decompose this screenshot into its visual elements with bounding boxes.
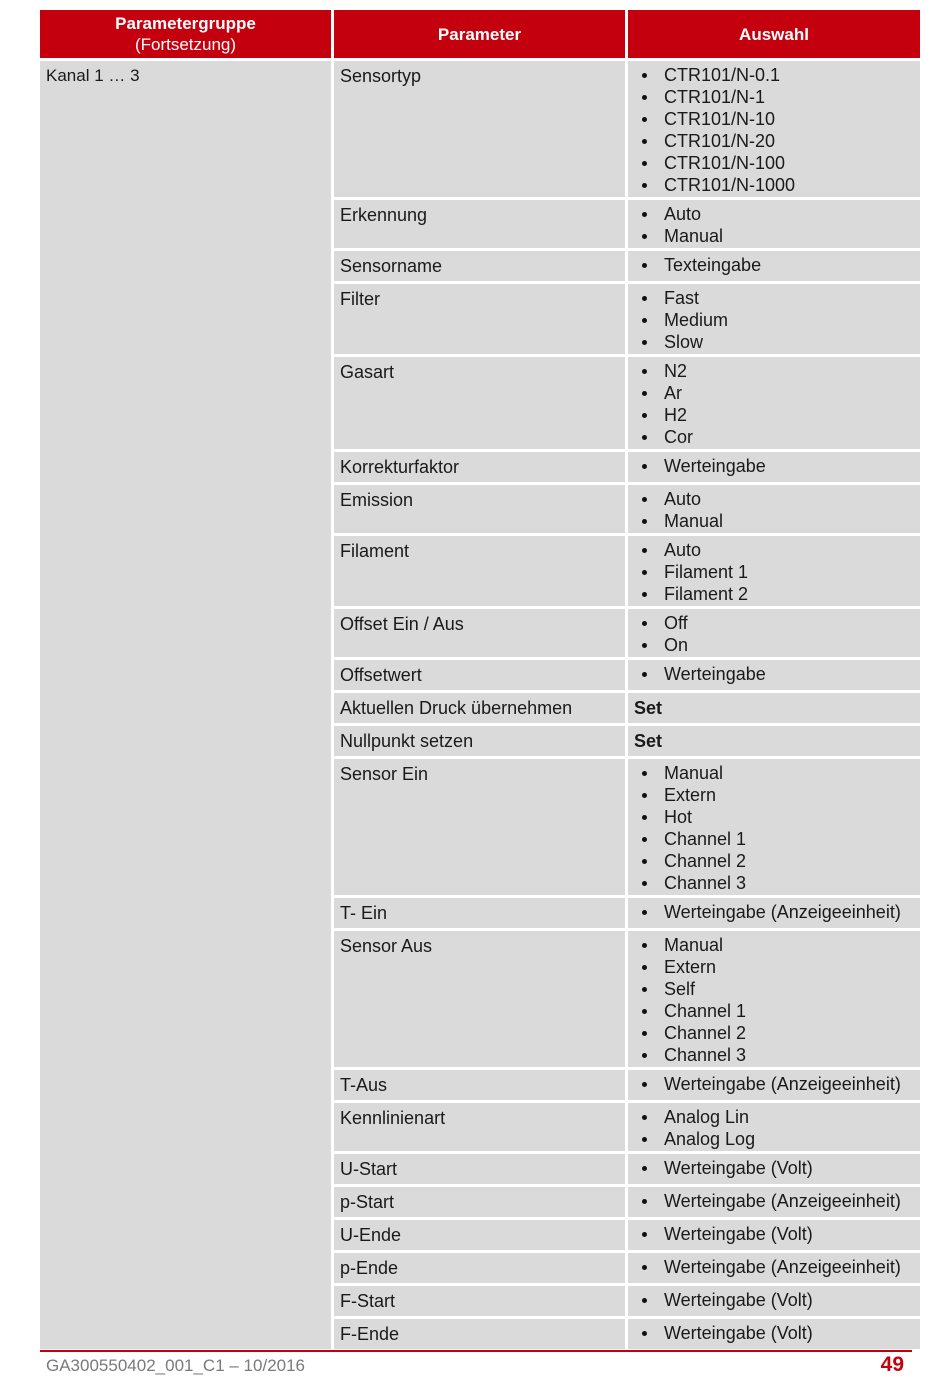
option-item [634,1106,914,1128]
bullet-icon [642,1298,647,1303]
option-label: Extern [664,785,717,805]
parameter-cell: Filament [334,536,625,606]
bullet-icon [642,318,647,323]
parameter-cell: Kennlinienart [334,1103,625,1151]
bullet-icon [642,413,647,418]
selection-cell [628,536,920,606]
selection-cell [628,452,920,482]
option-item [634,806,914,828]
bullet-icon [642,943,647,948]
group-cell: Kanal 1 … 3 [40,61,331,1349]
option-label: Channel 1 [664,829,747,849]
option-list [634,612,914,656]
bullet-icon [642,881,647,886]
option-list [634,1256,914,1278]
bullet-icon [642,391,647,396]
parameter-cell: T-Aus [334,1070,625,1100]
selection-cell [628,1154,920,1184]
option-label: On [664,635,689,655]
option-label: Off [664,613,688,633]
selection-cell [628,609,920,657]
option-list [634,1322,914,1344]
selection-cell [628,1187,920,1217]
bullet-icon [642,519,647,524]
page-number: 49 [880,1353,904,1376]
selection-cell [628,931,920,1067]
option-label: Werteingabe (Volt) [664,1290,813,1310]
selection-cell [628,251,920,281]
parameter-cell: F-Start [334,1286,625,1316]
parameter-table [37,7,923,1352]
option-item [634,510,914,532]
selection-cell [628,1070,920,1100]
bullet-icon [642,212,647,217]
bullet-icon [642,1082,647,1087]
header-parameter: Parameter [334,10,625,58]
option-item [634,1044,914,1066]
option-item [634,901,914,923]
option-item [634,488,914,510]
option-item [634,404,914,426]
bullet-icon [642,369,647,374]
option-item [634,64,914,86]
set-value-cell: Set [628,693,920,723]
option-label: Manual [664,763,724,783]
option-item [634,455,914,477]
option-list [634,254,914,276]
parameter-cell: Nullpunkt setzen [334,726,625,756]
option-label: CTR101/N-1000 [664,175,796,195]
option-label: Werteingabe (Volt) [664,1158,813,1178]
option-label: Fast [664,288,700,308]
option-label: Manual [664,226,724,246]
option-item [634,612,914,634]
table-body [40,61,920,1349]
bullet-icon [642,859,647,864]
bullet-icon [642,95,647,100]
option-label: CTR101/N-1 [664,87,766,107]
parameter-cell: Offset Ein / Aus [334,609,625,657]
bullet-icon [642,1053,647,1058]
option-item [634,426,914,448]
set-value-cell: Set [628,726,920,756]
bullet-icon [642,340,647,345]
option-item [634,130,914,152]
bullet-icon [642,592,647,597]
option-label: Channel 3 [664,1045,747,1065]
option-label: Cor [664,427,694,447]
bullet-icon [642,183,647,188]
option-item [634,978,914,1000]
option-label: Channel 1 [664,1001,747,1021]
option-label: Auto [664,489,702,509]
option-item [634,152,914,174]
bullet-icon [642,793,647,798]
bullet-icon [642,1331,647,1336]
option-label: Filament 2 [664,584,749,604]
option-list [634,539,914,605]
option-item [634,203,914,225]
option-item [634,762,914,784]
selection-cell [628,1220,920,1250]
option-item [634,828,914,850]
selection-cell [628,1103,920,1151]
option-item [634,1157,914,1179]
parameter-cell: F-Ende [334,1319,625,1349]
option-item [634,934,914,956]
option-item [634,1000,914,1022]
parameter-cell: Erkennung [334,200,625,248]
option-list [634,1106,914,1150]
option-label: Self [664,979,696,999]
option-item [634,225,914,247]
table-row [40,61,920,197]
header-group-sublabel: (Fortsetzung) [134,35,237,54]
option-list [634,488,914,532]
option-item [634,634,914,656]
bullet-icon [642,1031,647,1036]
option-list [634,1289,914,1311]
option-item [634,309,914,331]
option-list [634,360,914,448]
bullet-icon [642,1265,647,1270]
parameter-cell: Offsetwert [334,660,625,690]
option-item [634,331,914,353]
option-label: Werteingabe (Volt) [664,1224,813,1244]
bullet-icon [642,815,647,820]
option-label: Analog Lin [664,1107,750,1127]
bullet-icon [642,987,647,992]
bullet-icon [642,435,647,440]
bullet-icon [642,1232,647,1237]
option-item [634,1289,914,1311]
option-list [634,901,914,923]
footer-divider [40,1350,912,1352]
bullet-icon [642,621,647,626]
option-label: CTR101/N-20 [664,131,776,151]
bullet-icon [642,570,647,575]
option-list [634,287,914,353]
bullet-icon [642,497,647,502]
option-label: Werteingabe (Anzeigeeinheit) [664,1257,901,1277]
parameter-cell: p-Start [334,1187,625,1217]
bullet-icon [642,117,647,122]
selection-cell [628,1319,920,1349]
option-item [634,1073,914,1095]
bullet-icon [642,771,647,776]
option-label: Werteingabe (Anzeigeeinheit) [664,1191,901,1211]
parameter-cell: U-Start [334,1154,625,1184]
option-label: Werteingabe [664,456,766,476]
option-list [634,64,914,196]
option-item [634,1256,914,1278]
option-item [634,1190,914,1212]
option-item [634,561,914,583]
selection-cell [628,1286,920,1316]
option-label: Texteingabe [664,255,762,275]
parameter-cell: T- Ein [334,898,625,928]
bullet-icon [642,672,647,677]
bullet-icon [642,1199,647,1204]
option-label: Hot [664,807,693,827]
option-list [634,663,914,685]
parameter-cell: p-Ende [334,1253,625,1283]
option-item [634,108,914,130]
option-item [634,539,914,561]
bullet-icon [642,837,647,842]
header-group-label: Parametergruppe [115,14,256,33]
bullet-icon [642,161,647,166]
option-label: Manual [664,511,724,531]
parameter-cell: Filter [334,284,625,354]
parameter-cell: Sensorname [334,251,625,281]
option-item [634,784,914,806]
option-item [634,872,914,894]
bullet-icon [642,464,647,469]
selection-cell [628,485,920,533]
option-item [634,382,914,404]
bullet-icon [642,1115,647,1120]
bullet-icon [642,1166,647,1171]
parameter-cell: Sensortyp [334,61,625,197]
option-label: CTR101/N-10 [664,109,776,129]
bullet-icon [642,910,647,915]
option-list [634,762,914,894]
option-label: Werteingabe (Anzeigeeinheit) [664,902,901,922]
option-item [634,1128,914,1150]
option-label: Medium [664,310,729,330]
parameter-cell: Emission [334,485,625,533]
option-item [634,1022,914,1044]
selection-cell [628,61,920,197]
bullet-icon [642,139,647,144]
option-label: CTR101/N-100 [664,153,786,173]
option-label: Auto [664,540,702,560]
table-header-row [40,10,920,58]
option-item [634,287,914,309]
option-item [634,583,914,605]
option-list [634,1190,914,1212]
bullet-icon [642,548,647,553]
bullet-icon [642,1009,647,1014]
option-item [634,850,914,872]
selection-cell [628,759,920,895]
selection-cell [628,284,920,354]
option-label: N2 [664,361,688,381]
selection-cell [628,200,920,248]
bullet-icon [642,263,647,268]
option-label: Extern [664,957,717,977]
option-label: Analog Log [664,1129,756,1149]
option-list [634,203,914,247]
parameter-cell: U-Ende [334,1220,625,1250]
bullet-icon [642,73,647,78]
header-selection: Auswahl [628,10,920,58]
selection-cell [628,357,920,449]
option-label: Channel 2 [664,851,747,871]
option-label: Channel 2 [664,1023,747,1043]
option-label: Filament 1 [664,562,749,582]
parameter-cell: Sensor Aus [334,931,625,1067]
option-label: Werteingabe (Volt) [664,1323,813,1343]
option-item [634,1223,914,1245]
option-list [634,1157,914,1179]
option-label: Channel 3 [664,873,747,893]
option-list [634,1073,914,1095]
option-item [634,86,914,108]
option-label: Auto [664,204,702,224]
option-item [634,1322,914,1344]
parameter-cell: Aktuellen Druck übernehmen [334,693,625,723]
option-label: H2 [664,405,688,425]
option-item [634,254,914,276]
option-list [634,455,914,477]
selection-cell [628,660,920,690]
header-parameter-group [40,10,331,58]
parameter-cell: Korrekturfaktor [334,452,625,482]
bullet-icon [642,965,647,970]
document-code: GA300550402_001_C1 – 10/2016 [46,1356,306,1375]
selection-cell [628,898,920,928]
bullet-icon [642,234,647,239]
option-label: Werteingabe (Anzeigeeinheit) [664,1074,901,1094]
option-item [634,956,914,978]
option-label: Ar [664,383,682,403]
option-label: CTR101/N-0.1 [664,65,781,85]
option-label: Slow [664,332,704,352]
option-list [634,934,914,1066]
bullet-icon [642,296,647,301]
option-list [634,1223,914,1245]
parameter-cell: Sensor Ein [334,759,625,895]
bullet-icon [642,643,647,648]
selection-cell [628,1253,920,1283]
option-label: Werteingabe [664,664,766,684]
parameter-cell: Gasart [334,357,625,449]
option-item [634,360,914,382]
bullet-icon [642,1137,647,1142]
option-label: Manual [664,935,724,955]
option-item [634,174,914,196]
option-item [634,663,914,685]
